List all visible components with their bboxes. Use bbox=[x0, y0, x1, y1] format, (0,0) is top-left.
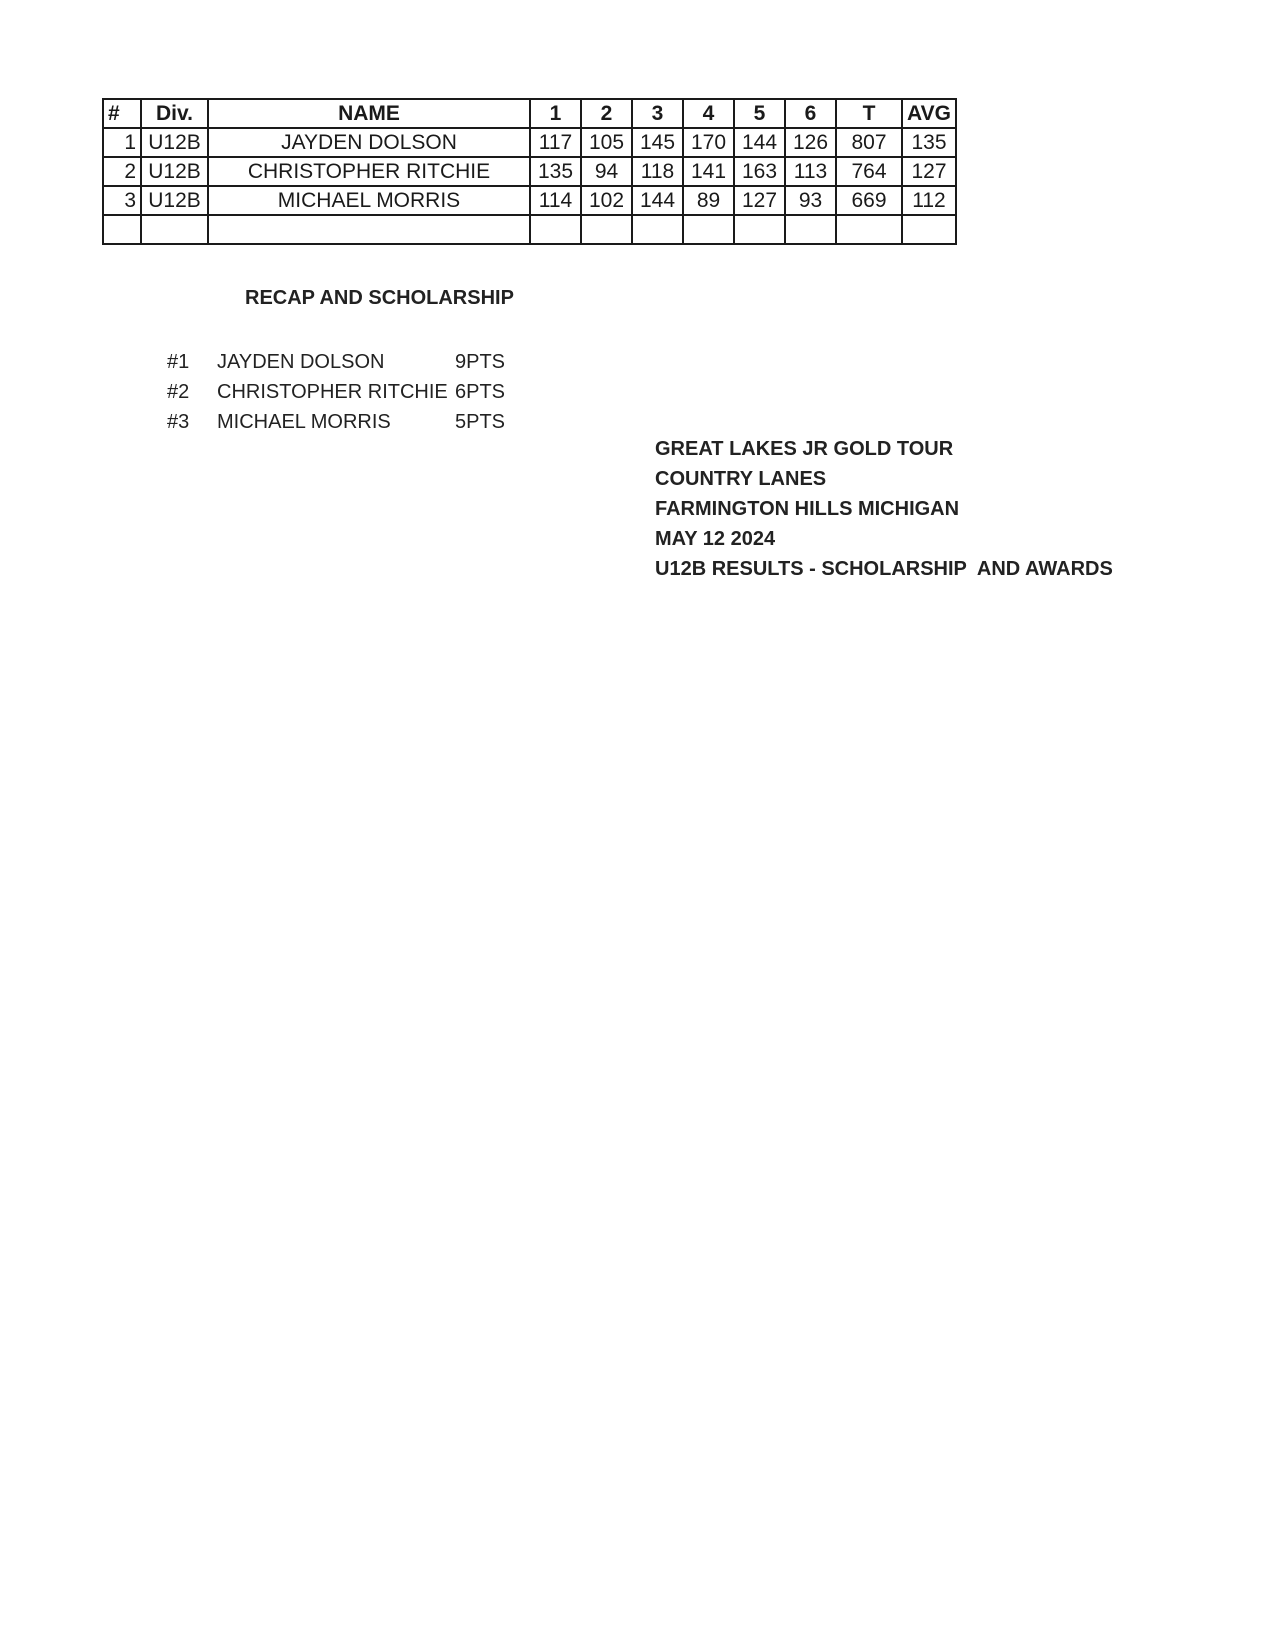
cell-game-3: 145 bbox=[632, 128, 683, 157]
cell-total: 764 bbox=[836, 157, 902, 186]
table-row bbox=[103, 186, 956, 215]
cell-rank: 1 bbox=[103, 128, 141, 157]
cell-division: U12B bbox=[141, 157, 208, 186]
header-game-5: 5 bbox=[734, 99, 785, 128]
cell-name: CHRISTOPHER RITCHIE bbox=[208, 157, 530, 186]
recap-name: MICHAEL MORRIS bbox=[217, 411, 391, 433]
recap-points: 5PTS bbox=[455, 411, 506, 433]
header-division: Div. bbox=[141, 99, 208, 128]
header-game-6: 6 bbox=[785, 99, 836, 128]
cell-game-3: 144 bbox=[632, 186, 683, 215]
cell-empty bbox=[530, 215, 581, 244]
header-game-2: 2 bbox=[581, 99, 632, 128]
cell-empty bbox=[785, 215, 836, 244]
recap-rank: #1 bbox=[167, 351, 190, 373]
recap-name: JAYDEN DOLSON bbox=[217, 351, 385, 373]
cell-game-3: 118 bbox=[632, 157, 683, 186]
header-game-3: 3 bbox=[632, 99, 683, 128]
cell-empty bbox=[581, 215, 632, 244]
cell-empty bbox=[141, 215, 208, 244]
cell-rank: 3 bbox=[103, 186, 141, 215]
cell-empty bbox=[902, 215, 956, 244]
scores-table bbox=[102, 98, 957, 245]
cell-game-6: 113 bbox=[785, 157, 836, 186]
cell-average: 135 bbox=[902, 128, 956, 157]
cell-game-1: 114 bbox=[530, 186, 581, 215]
cell-game-4: 170 bbox=[683, 128, 734, 157]
cell-game-1: 135 bbox=[530, 157, 581, 186]
recap-points: 6PTS bbox=[455, 381, 506, 403]
cell-game-4: 141 bbox=[683, 157, 734, 186]
cell-name: JAYDEN DOLSON bbox=[208, 128, 530, 157]
header-total: T bbox=[836, 99, 902, 128]
cell-game-6: 93 bbox=[785, 186, 836, 215]
cell-game-5: 127 bbox=[734, 186, 785, 215]
cell-total: 807 bbox=[836, 128, 902, 157]
event-date: MAY 12 2024 bbox=[655, 528, 776, 550]
list-item bbox=[167, 347, 527, 377]
cell-game-5: 163 bbox=[734, 157, 785, 186]
cell-empty bbox=[103, 215, 141, 244]
cell-game-4: 89 bbox=[683, 186, 734, 215]
table-row bbox=[103, 128, 956, 157]
cell-game-2: 94 bbox=[581, 157, 632, 186]
cell-average: 127 bbox=[902, 157, 956, 186]
cell-game-1: 117 bbox=[530, 128, 581, 157]
cell-empty bbox=[632, 215, 683, 244]
recap-name: CHRISTOPHER RITCHIE bbox=[217, 381, 448, 403]
recap-title: RECAP AND SCHOLARSHIP bbox=[245, 287, 514, 309]
header-game-1: 1 bbox=[530, 99, 581, 128]
event-info bbox=[655, 434, 1113, 584]
recap-list bbox=[167, 347, 527, 437]
cell-empty bbox=[734, 215, 785, 244]
cell-average: 112 bbox=[902, 186, 956, 215]
header-rank: # bbox=[103, 99, 141, 128]
cell-empty bbox=[836, 215, 902, 244]
event-subtitle: U12B RESULTS - SCHOLARSHIP AND AWARDS bbox=[655, 558, 1113, 580]
cell-division: U12B bbox=[141, 128, 208, 157]
cell-rank: 2 bbox=[103, 157, 141, 186]
event-tour: GREAT LAKES JR GOLD TOUR bbox=[655, 438, 954, 460]
list-item bbox=[167, 377, 527, 407]
cell-game-5: 144 bbox=[734, 128, 785, 157]
cell-empty bbox=[208, 215, 530, 244]
header-name: NAME bbox=[208, 99, 530, 128]
event-location: FARMINGTON HILLS MICHIGAN bbox=[655, 498, 960, 520]
cell-total: 669 bbox=[836, 186, 902, 215]
cell-empty bbox=[683, 215, 734, 244]
table-header-row bbox=[103, 99, 956, 128]
event-venue: COUNTRY LANES bbox=[655, 468, 827, 490]
header-average: AVG bbox=[902, 99, 956, 128]
cell-game-2: 105 bbox=[581, 128, 632, 157]
table-row-empty bbox=[103, 215, 956, 244]
recap-rank: #2 bbox=[167, 381, 190, 403]
recap-rank: #3 bbox=[167, 411, 190, 433]
recap-points: 9PTS bbox=[455, 351, 506, 373]
list-item bbox=[167, 407, 527, 437]
cell-game-2: 102 bbox=[581, 186, 632, 215]
cell-game-6: 126 bbox=[785, 128, 836, 157]
cell-division: U12B bbox=[141, 186, 208, 215]
table-row bbox=[103, 157, 956, 186]
header-game-4: 4 bbox=[683, 99, 734, 128]
cell-name: MICHAEL MORRIS bbox=[208, 186, 530, 215]
